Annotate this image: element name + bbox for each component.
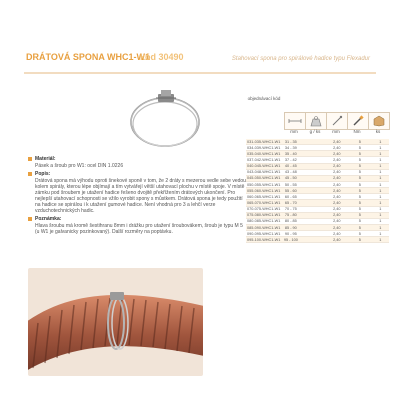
table-cell: 43 - 48 bbox=[281, 169, 300, 175]
bullet-icon bbox=[28, 157, 32, 161]
table-cell: 2,40 bbox=[325, 188, 348, 194]
table-cell: 065-070-WHC1-W1 bbox=[247, 200, 281, 205]
table-cell: 1 bbox=[371, 145, 389, 151]
table-cell: 1 bbox=[371, 181, 389, 187]
note-title: Poznámka: bbox=[35, 216, 62, 222]
material-section bbox=[28, 156, 248, 162]
description-title: Popis: bbox=[35, 171, 51, 177]
order-code-header: objednávací kód bbox=[247, 96, 281, 101]
table-cell: 2,40 bbox=[325, 145, 348, 151]
table-cell: 45 - 50 bbox=[281, 175, 300, 181]
table-cell: 95 - 100 bbox=[281, 237, 300, 243]
screwdriver-icon bbox=[347, 112, 369, 130]
subtitle-block bbox=[184, 44, 376, 74]
table-cell: 2,40 bbox=[325, 151, 348, 157]
table-cell: 2,40 bbox=[325, 181, 348, 187]
title-block bbox=[24, 44, 184, 74]
unit-ks: ks bbox=[375, 129, 381, 134]
table-cell: 090-095-WHC1-W1 bbox=[247, 231, 281, 236]
table-cell: 045-050-WHC1-W1 bbox=[247, 176, 281, 181]
ruler-icon bbox=[284, 112, 306, 130]
table-cell: 2,40 bbox=[325, 169, 348, 175]
table-cell: 1 bbox=[371, 231, 389, 237]
table-cell: 2,40 bbox=[325, 200, 348, 206]
table-cell: 040-045-WHC1-W1 bbox=[247, 164, 281, 169]
table-cell: 1 bbox=[371, 139, 389, 145]
table-cell: 5 bbox=[348, 169, 371, 175]
table-cell: 31 - 35 bbox=[281, 139, 300, 145]
table-cell: 075-080-WHC1-W1 bbox=[247, 213, 281, 218]
table-cell: 050-055-WHC1-W1 bbox=[247, 182, 281, 187]
table-cell: 65 - 70 bbox=[281, 200, 300, 206]
wire-clamp-photo bbox=[120, 88, 210, 150]
table-cell: 55 - 60 bbox=[281, 188, 300, 194]
table-cell: 060-065-WHC1-W1 bbox=[247, 194, 281, 199]
table-cell: 5 bbox=[348, 151, 371, 157]
table-cell: 2,40 bbox=[325, 163, 348, 169]
unit-mm-2: mm bbox=[332, 129, 340, 134]
table-cell: 5 bbox=[348, 206, 371, 212]
table-cell: 5 bbox=[348, 218, 371, 224]
table-cell: 1 bbox=[371, 169, 389, 175]
description-section bbox=[28, 171, 248, 177]
table-cell: 5 bbox=[348, 212, 371, 218]
table-cell: 031-035-WHC1-W1 bbox=[247, 139, 281, 144]
table-cell: 043-048-WHC1-W1 bbox=[247, 170, 281, 175]
table-cell: 5 bbox=[348, 231, 371, 237]
table-cell: 5 bbox=[348, 163, 371, 169]
table-row bbox=[246, 237, 389, 243]
table-cell: 1 bbox=[371, 163, 389, 169]
description-body: Drátová spona má výhodu oproti šnekové sponě v tom, že 2 dráty s mezerou vedle sebe vedou kolem spirály, kterou lépe objímají a tím vytvářejí větší utahovací plochu v místě spoje. V místě zámku pod šroubem je utažení hadice řešeno dvojitě překřížením drátových ukončení. Pro nejlepší utahovací schopnosti se vžilo vyrobit spony s můstkem. Drátová spona je tedy použití na hadice se spirálou i k utažení gumové hadice. Není vhodná pro 3 a lehčí verze vzduchotechnických hadic. bbox=[35, 178, 246, 214]
table-cell: 70 - 75 bbox=[281, 206, 300, 212]
table-cell: 1 bbox=[371, 206, 389, 212]
table-cell: 035-040-WHC1-W1 bbox=[247, 151, 281, 156]
table-cell: 1 bbox=[371, 194, 389, 200]
table-cell: 2,40 bbox=[325, 139, 348, 145]
table-cell: 75 - 80 bbox=[281, 212, 300, 218]
table-cell: 5 bbox=[348, 175, 371, 181]
table-cell: 2,40 bbox=[325, 224, 348, 230]
bullet-icon bbox=[28, 172, 32, 176]
table-cell: 5 bbox=[348, 181, 371, 187]
table-cell: 5 bbox=[348, 188, 371, 194]
table-cell: 34 - 39 bbox=[281, 145, 300, 151]
table-cell: 1 bbox=[371, 188, 389, 194]
table-cell: 37 - 42 bbox=[281, 157, 300, 163]
table-cell: 50 - 55 bbox=[281, 181, 300, 187]
bullet-icon bbox=[28, 217, 32, 221]
table-cell: 2,40 bbox=[325, 212, 348, 218]
table-cell: 037-042-WHC1-W1 bbox=[247, 157, 281, 162]
table-cell: 1 bbox=[371, 200, 389, 206]
description-block bbox=[28, 156, 248, 237]
product-code: kód 30490 bbox=[140, 52, 184, 62]
spec-table-body bbox=[246, 139, 389, 243]
table-cell: 1 bbox=[371, 218, 389, 224]
product-title: DRÁTOVÁ SPONA WHC1-W1 bbox=[26, 52, 151, 62]
table-cell: 5 bbox=[348, 224, 371, 230]
table-cell: 5 bbox=[348, 145, 371, 151]
table-cell: 80 - 85 bbox=[281, 218, 300, 224]
table-cell: 2,40 bbox=[325, 175, 348, 181]
note-body: Hlava šroubu má kromě šestihranu 8mm i drážku pro utažení šroubovákem, šroub je typu M 5 (u W1 je galvanicky pozinkovaný). Další rozměry na poptávku. bbox=[35, 223, 243, 235]
material-title: Materiál: bbox=[35, 156, 56, 162]
table-cell: 5 bbox=[348, 157, 371, 163]
product-subtitle: Stahovací spona pro spirálové hadice typu Flexadur bbox=[231, 56, 370, 62]
table-cell: 1 bbox=[371, 157, 389, 163]
material-body: Pásek a šroub pro W1: ocel DIN 1.0226 bbox=[35, 163, 124, 169]
hose-photo bbox=[28, 268, 203, 376]
table-cell: 085-090-WHC1-W1 bbox=[247, 225, 281, 230]
table-cell: 1 bbox=[371, 224, 389, 230]
table-cell: 85 - 90 bbox=[281, 224, 300, 230]
table-cell: 070-075-WHC1-W1 bbox=[247, 207, 281, 212]
table-cell: 60 - 65 bbox=[281, 194, 300, 200]
table-cell: 034-039-WHC1-W1 bbox=[247, 145, 281, 150]
table-cell bbox=[300, 237, 325, 243]
table-cell: 40 - 45 bbox=[281, 163, 300, 169]
table-cell: 080-085-WHC1-W1 bbox=[247, 219, 281, 224]
unit-nm: Nm bbox=[353, 129, 361, 134]
spec-table bbox=[246, 139, 389, 243]
unit-mm: mm bbox=[290, 129, 298, 134]
table-cell: 5 bbox=[348, 200, 371, 206]
table-cell: 1 bbox=[371, 237, 389, 243]
header-rule bbox=[24, 72, 376, 74]
table-cell: 2,40 bbox=[325, 194, 348, 200]
table-cell: 2,40 bbox=[325, 218, 348, 224]
table-cell: 2,40 bbox=[325, 231, 348, 237]
table-cell: 1 bbox=[371, 175, 389, 181]
table-cell: 90 - 95 bbox=[281, 231, 300, 237]
weight-icon bbox=[305, 112, 327, 130]
table-cell: 35 - 40 bbox=[281, 151, 300, 157]
note-section bbox=[28, 216, 248, 222]
header-bar bbox=[24, 44, 376, 74]
table-cell: 1 bbox=[371, 212, 389, 218]
box-icon bbox=[368, 112, 390, 130]
table-cell: 095-100-WHC1-W1 bbox=[247, 237, 281, 242]
table-cell: 5 bbox=[348, 139, 371, 145]
table-cell: 2,40 bbox=[325, 237, 348, 243]
width-icon bbox=[326, 112, 348, 130]
unit-g-ks: g / ks bbox=[309, 129, 321, 134]
table-cell: 2,40 bbox=[325, 157, 348, 163]
table-cell: 5 bbox=[348, 237, 371, 243]
table-cell: 5 bbox=[348, 194, 371, 200]
table-cell: 055-060-WHC1-W1 bbox=[247, 188, 281, 193]
table-cell: 1 bbox=[371, 151, 389, 157]
table-cell: 2,40 bbox=[325, 206, 348, 212]
